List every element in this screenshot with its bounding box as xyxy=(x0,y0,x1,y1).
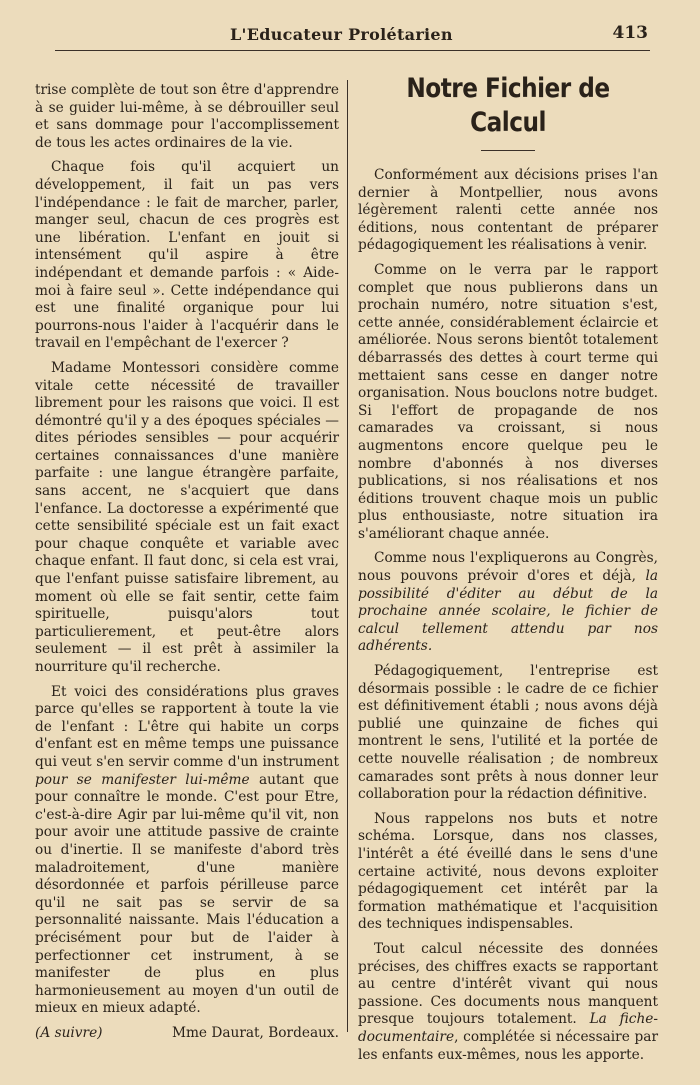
left-p4-text-b: autant que pour connaître le monde. C'est pour Etre, c'est-à-dire Agir par lui-même qu'il vit, non pour avoir une attitude passive de crainte ou d'inertie. Il se manifeste d'abord très maladroitement, d'une manière désordonnée et parfois périlleuse parce qu'il ne sait pas se servir de sa personnalité naissante. Mais l'éducation a précisément pour but de l'aider à perfectionner cet instrument, à se manifester de plus en plus harmonieusement au moyen d'un outil de mieux en mieux adapté. xyxy=(35,771,339,1017)
author-signature: Mme Daurat, Bordeaux. xyxy=(171,1024,339,1041)
right-paragraph-3 xyxy=(358,550,658,656)
left-p4-italic: pour se manifester lui-même xyxy=(35,771,250,788)
right-p6-text-b: , complétée si nécessaire par les enfants eux-mêmes, nous les apporte. xyxy=(358,1028,658,1063)
right-p6-italic: La fiche-documentaire xyxy=(358,1011,658,1045)
signature-line xyxy=(35,1025,339,1043)
right-paragraph-1: Conformément aux décisions prises l'an dernier à Montpellier, nous avons légèrement ralenti cette année nos éditions, nous contentant de préparer pédagogiquement les réalisations à venir. xyxy=(358,167,658,254)
left-paragraph-2: Chaque fois qu'il acquiert un développement, il fait un pas vers l'indépendance : le fait de marcher, parler, manger seul, chacun de ces progrès est une libération. L'enfant en jouit si intensément qu'il aspire à être indépendant et demande parfois : « Aide-moi à faire seul ». Cette indépendance qui est une finalité organique pour lui pourrons-nous l'aider à l'acquérir dans le travail en l'empêchant de l'exercer ? xyxy=(35,159,339,352)
right-p3-italic: la possibilité d'éditer au début de la prochaine année scolaire, le fichier de calcul tellement attendu par nos adhérents. xyxy=(358,568,658,655)
right-paragraph-2: Comme on le verra par le rapport complet que nous publierons dans un prochain numéro, notre situation s'est, cette année, considérablement éclaircie et améliorée. Nous serons bientôt totalement débarrassés des dettes à court terme qui mettaient sans cesse en danger notre organisation. Nous bouclons notre budget. Si l'effort de propagande de nos camarades va croissant, si nous augmentons encore quelque peu le nombre d'abonnés à nos diverses publications, si nos réalisations et nos éditions trouvent chaque mois un public plus enthousiaste, notre situation ira s'améliorant chaque année. xyxy=(358,261,658,542)
page-number: 413 xyxy=(612,23,648,43)
right-p3-text-a: Comme nous l'expliquerons au Congrès, nous pouvons prévoir d'ores et déjà, xyxy=(358,550,658,585)
title-rule xyxy=(481,150,535,151)
right-paragraph-4: Pédagogiquement, l'entreprise est désormais possible : le cadre de ce fichier est définitivement établi ; nous avons déjà publié une quinzaine de fiches qui montrent le sens, l'utilité et la portée de cette nouvelle réalisation ; de nombreux camarades sont prêts à nous donner leur collaboration pour la rédaction définitive. xyxy=(358,663,658,803)
left-p4-text-a: Et voici des considérations plus graves parce qu'elles se rapportent à toute la vie de l'enfant : L'être qui habite un corps d'enfant est en même temps une puissance qui veut s'en servir comme d'un instrument xyxy=(35,683,339,770)
right-p6-text-a: Tout calcul nécessite des données précises, des chiffres exacts se rapportant au centre d'intérêt vivant qui nous passione. Ces documents nous manquent presque toujours totalement. xyxy=(358,940,658,1028)
column-divider xyxy=(347,80,348,1032)
left-paragraph-3: Madame Montessori considère comme vitale cette nécessité de travailler librement pour les raisons que voici. Il est démontré qu'il y a des époques spéciales — dites périodes sensibles — pour acquérir certaines connaissances d'une manière parfaite : une langue étrangère parfaite, sans accent, ne s'acquiert que dans l'enfance. La doctoresse a expérimenté que cette sensibilité spéciale est un fait exact pour chaque conquête et variable avec chaque enfant. Il faut donc, si cela est vrai, que l'enfant puisse satisfaire librement, au moment où elle se fait sentir, cette faim spirituelle, puisqu'alors tout particulierement, et peut-être alors seulement — il est prêt à assimiler la nourriture qu'il recherche. xyxy=(35,359,339,675)
running-header xyxy=(55,18,650,52)
right-paragraph-6 xyxy=(358,941,658,1064)
left-paragraph-4 xyxy=(35,684,339,1018)
article-title: Notre Fichier de Calcul xyxy=(406,73,610,138)
left-column xyxy=(35,82,339,1042)
header-rule xyxy=(55,50,650,51)
right-paragraph-5: Nous rappelons nos buts et notre schéma. Lorsque, dans nos classes, l'intérêt a été éveillé dans le sens d'une certaine activité, nous devons exploiter pédagogiquement cet intérêt par la formation mathématique et l'acquisition des techniques indispensables. xyxy=(358,810,658,933)
right-column xyxy=(358,70,658,1071)
to-be-continued: (A suivre) xyxy=(35,1024,103,1041)
left-paragraph-1: trise complète de tout son être d'apprendre à se guider lui-même, à se débrouiller seul et sans dommage pour l'accomplissement de tous les actes ordinaires de la vie. xyxy=(35,82,339,151)
journal-title: L'Educateur Prolétarien xyxy=(230,25,453,44)
